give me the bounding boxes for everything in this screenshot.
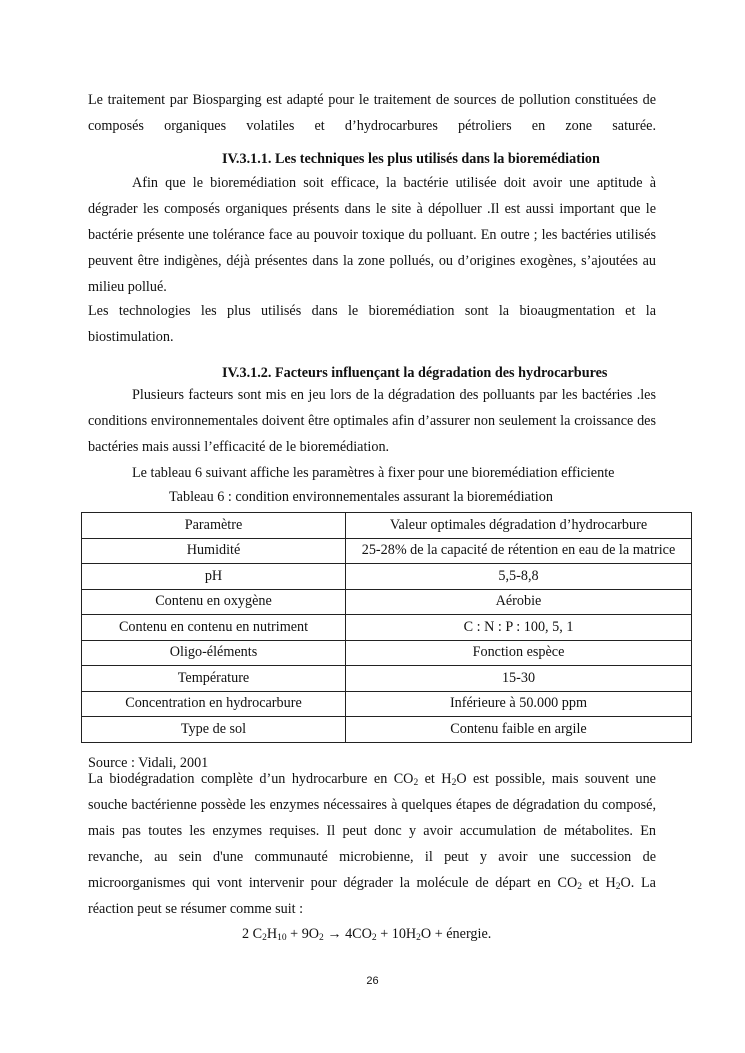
techniques-paragraph: Afin que le bioremédiation soit efficace, la bactérie utilisée doit avoir une aptitude à dégrader les composés organiques présents dans le site à dépolluer .Il est aussi important que le bactérie présente une tolérance face au pouvoir toxique du polluant. En outre ; les bactéries utilisés peuvent être indigènes, déjà présentes dans la zone pollués, ou d’origines exogènes, s’ajoutées au milieu pollué.	[88, 175, 656, 295]
eq-part: → 4CO	[323, 926, 372, 942]
subscript: 2	[319, 933, 324, 943]
table-cell-value: C : N : P : 100, 5, 1	[346, 615, 692, 641]
biodeg-text-3: O est possible, mais souvent une souche bactérienne possède les enzymes nécessaires à quelques étapes de dégradation du composé, mais pas toutes les enzymes requises. Il peut donc y avoir accumulation de métabolites. En revanche, au sein d'une communauté microbienne, il peut y avoir une succession de microorganismes qui vont intervenir pour dégrader la molécule de départ en CO	[88, 771, 656, 891]
table-header-row	[82, 513, 692, 539]
table-row	[82, 564, 692, 590]
table-cell-value: Contenu faible en argile	[346, 717, 692, 743]
table-cell-parameter: Température	[82, 666, 346, 692]
biodeg-text-2: et H	[418, 771, 452, 787]
eq-part: O + énergie.	[420, 926, 492, 942]
table-row	[82, 538, 692, 564]
table-cell-parameter: Type de sol	[82, 717, 346, 743]
table-cell-value: 5,5-8,8	[346, 564, 692, 590]
subscript: 2	[577, 882, 582, 892]
table-header-cell: Paramètre	[82, 513, 346, 539]
subscript: 2	[615, 882, 621, 892]
table-cell-value: Fonction espèce	[346, 640, 692, 666]
table-cell-parameter: Concentration en hydrocarbure	[82, 691, 346, 717]
tableau-intro-paragraph: Le tableau 6 suivant affiche les paramètres à fixer pour une bioremédiation efficiente	[132, 465, 615, 481]
section-heading-facteurs: IV.3.1.2. Facteurs influençant la dégradation des hydrocarbures	[222, 365, 608, 381]
intro-paragraph: Le traitement par Biosparging est adapté pour le traitement de sources de pollution constituées de composés organiques volatiles et d’hydrocarbures pétroliers en zone saturée.	[88, 92, 656, 134]
eq-part: + 9O	[286, 926, 320, 942]
eq-part: 2 C	[242, 926, 263, 942]
facteurs-paragraph: Plusieurs facteurs sont mis en jeu lors de la dégradation des polluants par les bactéries .les conditions environnementales doivent être optimales afin d’assurer non seulement la croissance des bactéries mais aussi l’efficacité de le bioremédiation.	[88, 387, 656, 455]
technologies-paragraph: Les technologies les plus utilisés dans le bioremédiation sont la bioaugmentation et la biostimulation.	[88, 303, 656, 345]
eq-part: + 10H	[376, 926, 417, 942]
table-cell-value: Aérobie	[346, 589, 692, 615]
table-row	[82, 589, 692, 615]
table-source: Source : Vidali, 2001	[88, 755, 209, 771]
table-row	[82, 640, 692, 666]
biodeg-text-5: O. La réaction peut se résumer comme suit :	[88, 875, 656, 917]
biodeg-text-4: et H	[581, 875, 616, 891]
table-caption: Tableau 6 : condition environnementales assurant la bioremédiation	[169, 489, 553, 505]
table-row	[82, 615, 692, 641]
page-number: 26	[366, 975, 379, 987]
subscript: 2	[413, 778, 419, 788]
table-cell-value: 15-30	[346, 666, 692, 692]
table-row	[82, 666, 692, 692]
table-cell-parameter: pH	[82, 564, 346, 590]
reaction-equation	[242, 926, 491, 943]
table-row	[82, 717, 692, 743]
subscript: 10	[277, 933, 287, 943]
subscript: 2	[451, 778, 457, 788]
table-row	[82, 691, 692, 717]
subscript: 2	[371, 933, 377, 943]
section-heading-techniques: IV.3.1.1. Les techniques les plus utilisés dans la bioremédiation	[222, 151, 600, 167]
table-cell-value: 25-28% de la capacité de rétention en eau de la matrice	[346, 538, 692, 564]
table-header-cell: Valeur optimales dégradation d’hydrocarbure	[346, 513, 692, 539]
table-cell-parameter: Oligo-éléments	[82, 640, 346, 666]
biodegradation-paragraph	[88, 766, 656, 922]
eq-part: H	[266, 926, 278, 942]
table-cell-parameter: Contenu en oxygène	[82, 589, 346, 615]
environment-conditions-table	[81, 512, 692, 743]
table-cell-value: Inférieure à 50.000 ppm	[346, 691, 692, 717]
subscript: 2	[262, 933, 267, 943]
table-cell-parameter: Contenu en contenu en nutriment	[82, 615, 346, 641]
table-cell-parameter: Humidité	[82, 538, 346, 564]
biodeg-text-1: La biodégradation complète d’un hydrocarbure en CO	[88, 771, 414, 787]
subscript: 2	[416, 933, 421, 943]
